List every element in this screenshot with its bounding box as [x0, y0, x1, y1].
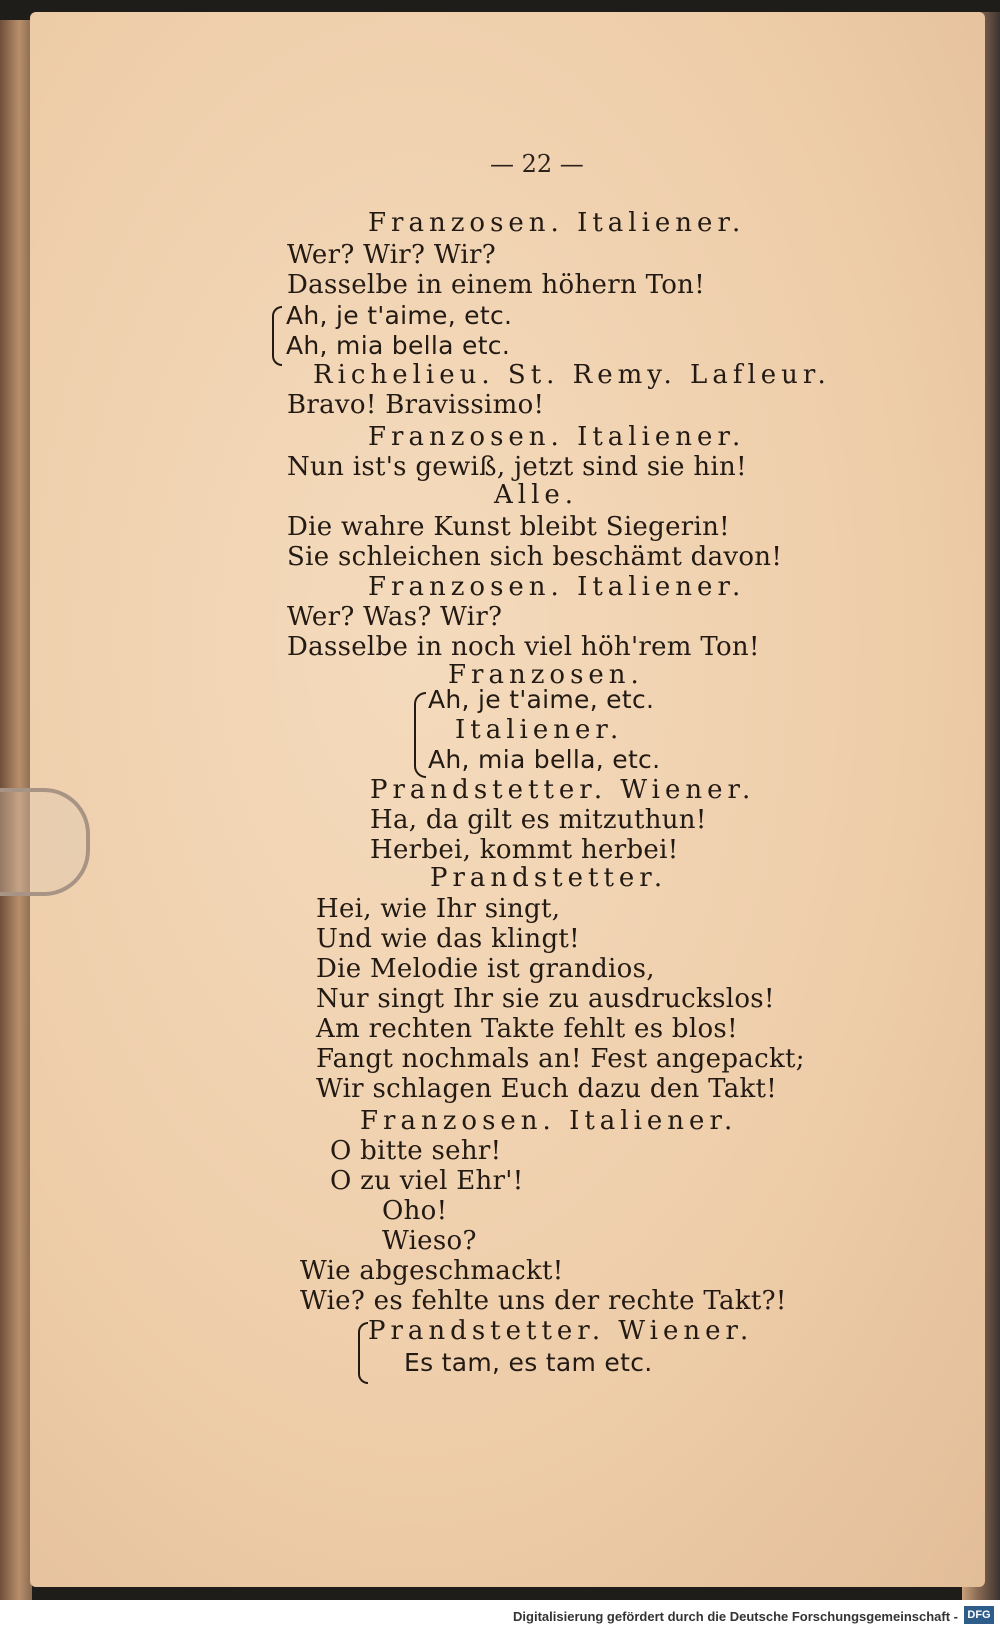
- text-line: Am rechten Takte fehlt es blos!: [316, 1014, 738, 1044]
- brace: [272, 306, 282, 366]
- dfg-logo: DFG: [964, 1606, 994, 1624]
- text-line: Wieso?: [382, 1226, 477, 1256]
- text-line: Bravo! Bravissimo!: [287, 390, 545, 420]
- speaker-line: Prandstetter. Wiener.: [370, 775, 756, 805]
- text-line: Ah, je t'aime, etc.: [286, 301, 513, 330]
- text-line: Ha, da gilt es mitzuthun!: [370, 805, 707, 835]
- text-line: Herbei, kommt herbei!: [370, 835, 679, 865]
- text-line: Dasselbe in noch viel höh'rem Ton!: [287, 632, 760, 662]
- funding-credit: Digitalisierung gefördert durch die Deutsche Forschungsgemeinschaft -: [513, 1609, 958, 1624]
- text-line: Hei, wie Ihr singt,: [316, 894, 561, 924]
- text-line: Ah, mia bella, etc.: [428, 745, 661, 774]
- text-line: Die Melodie ist grandios,: [316, 954, 655, 984]
- speaker-line: Franzosen. Italiener.: [360, 1106, 738, 1136]
- text-line: Wie abgeschmackt!: [300, 1256, 564, 1286]
- speaker-line: Prandstetter. Wiener.: [368, 1316, 754, 1346]
- text-line: O zu viel Ehr'!: [330, 1166, 524, 1196]
- text-line: Wie? es fehlte uns der rechte Takt?!: [300, 1286, 787, 1316]
- text-line: Die wahre Kunst bleibt Siegerin!: [287, 512, 730, 542]
- text-line: Wer? Wir? Wir?: [287, 240, 496, 270]
- footer-bar: [0, 1600, 1000, 1632]
- text-line: Und wie das klingt!: [316, 924, 580, 954]
- brace: [358, 1322, 368, 1384]
- speaker-line: Prandstetter.: [430, 863, 668, 893]
- speaker-line: Richelieu. St. Remy. Lafleur.: [313, 360, 831, 390]
- text-line: Nur singt Ihr sie zu ausdruckslos!: [316, 984, 775, 1014]
- text-line: Sie schleichen sich beschämt davon!: [287, 542, 783, 572]
- text-line: Dasselbe in einem höhern Ton!: [287, 270, 705, 300]
- text-line: Nun ist's gewiß, jetzt sind sie hin!: [287, 452, 747, 482]
- page-clip: [0, 788, 90, 896]
- speaker-line: Franzosen. Italiener.: [368, 572, 746, 602]
- text-line: Wer? Was? Wir?: [287, 602, 503, 632]
- text-line: Fangt nochmals an! Fest angepackt;: [316, 1044, 805, 1074]
- speaker-line: Alle.: [494, 480, 579, 510]
- text-line: O bitte sehr!: [330, 1136, 502, 1166]
- speaker-line: Franzosen. Italiener.: [368, 422, 746, 452]
- text-line: Ah, mia bella etc.: [286, 331, 511, 360]
- page-number: — 22 —: [490, 150, 584, 178]
- speaker-line: Franzosen.: [448, 660, 644, 690]
- brace: [414, 692, 426, 778]
- text-line: Ah, je t'aime, etc.: [428, 685, 655, 714]
- text-line: Wir schlagen Euch dazu den Takt!: [316, 1074, 778, 1104]
- text-line: Es tam, es tam etc.: [404, 1348, 653, 1377]
- speaker-line: Franzosen. Italiener.: [368, 208, 746, 238]
- text-line: Oho!: [382, 1196, 448, 1226]
- speaker-line: Italiener.: [455, 715, 624, 745]
